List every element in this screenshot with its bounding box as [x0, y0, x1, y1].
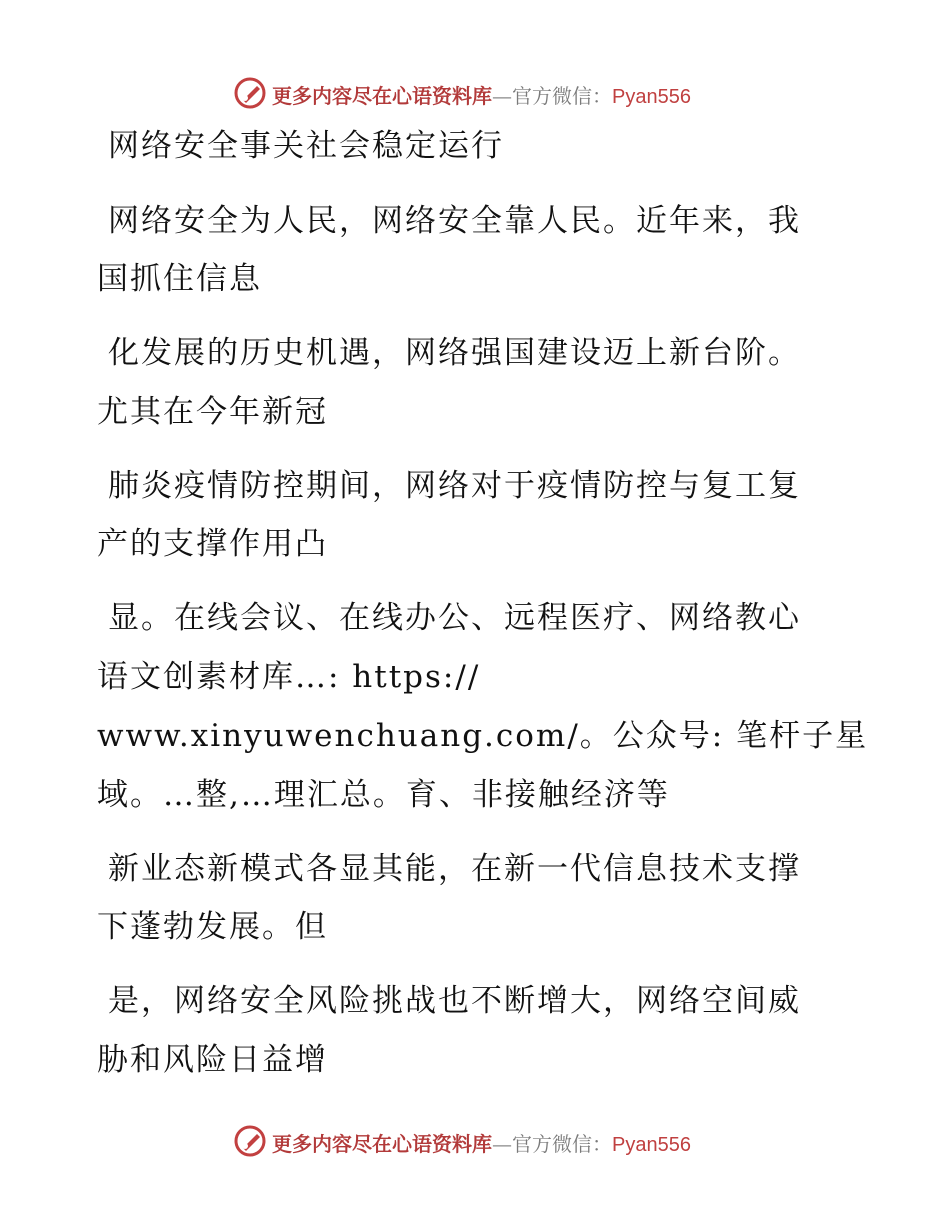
body-line: 是，网络安全风险挑战也不断增大，网络空间威 [108, 983, 801, 1019]
body-line: www.xinyuwenchuang.com/。公众号: 笔杆子星 [97, 718, 869, 754]
body-line: 国抓住信息 [97, 261, 262, 297]
body-line: 产的支撑作用凸 [97, 526, 328, 562]
body-line: 新业态新模式各显其能，在新一代信息技术支撑 [108, 851, 801, 887]
body-line: 胁和风险日益增 [97, 1042, 328, 1078]
pen-logo-icon [233, 76, 267, 110]
body-title-line: 网络安全事关社会稳定运行 [108, 128, 504, 164]
body-line: 网络安全为人民，网络安全靠人民。近年来，我 [108, 203, 801, 239]
body-line: 语文创素材库…: https:// [97, 659, 481, 695]
body-line: 显。在线会议、在线办公、远程医疗、网络教心 [108, 600, 801, 636]
body-line: 肺炎疫情防控期间，网络对于疫情防控与复工复 [108, 468, 801, 504]
pen-logo-icon [233, 1124, 267, 1158]
body-line: 下蓬勃发展。但 [97, 909, 328, 945]
header-watermark [0, 72, 950, 112]
body-line: 域。…整,…理汇总。育、非接触经济等 [97, 777, 670, 813]
body-line: 尤其在今年新冠 [97, 394, 328, 430]
footer-watermark [0, 1120, 950, 1160]
watermark-text: 更多内容尽在心语资料库—官方微信：Pyan556 [272, 1132, 691, 1156]
body-line: 化发展的历史机遇，网络强国建设迈上新台阶。 [108, 335, 801, 371]
watermark-text: 更多内容尽在心语资料库—官方微信：Pyan556 [272, 84, 691, 108]
